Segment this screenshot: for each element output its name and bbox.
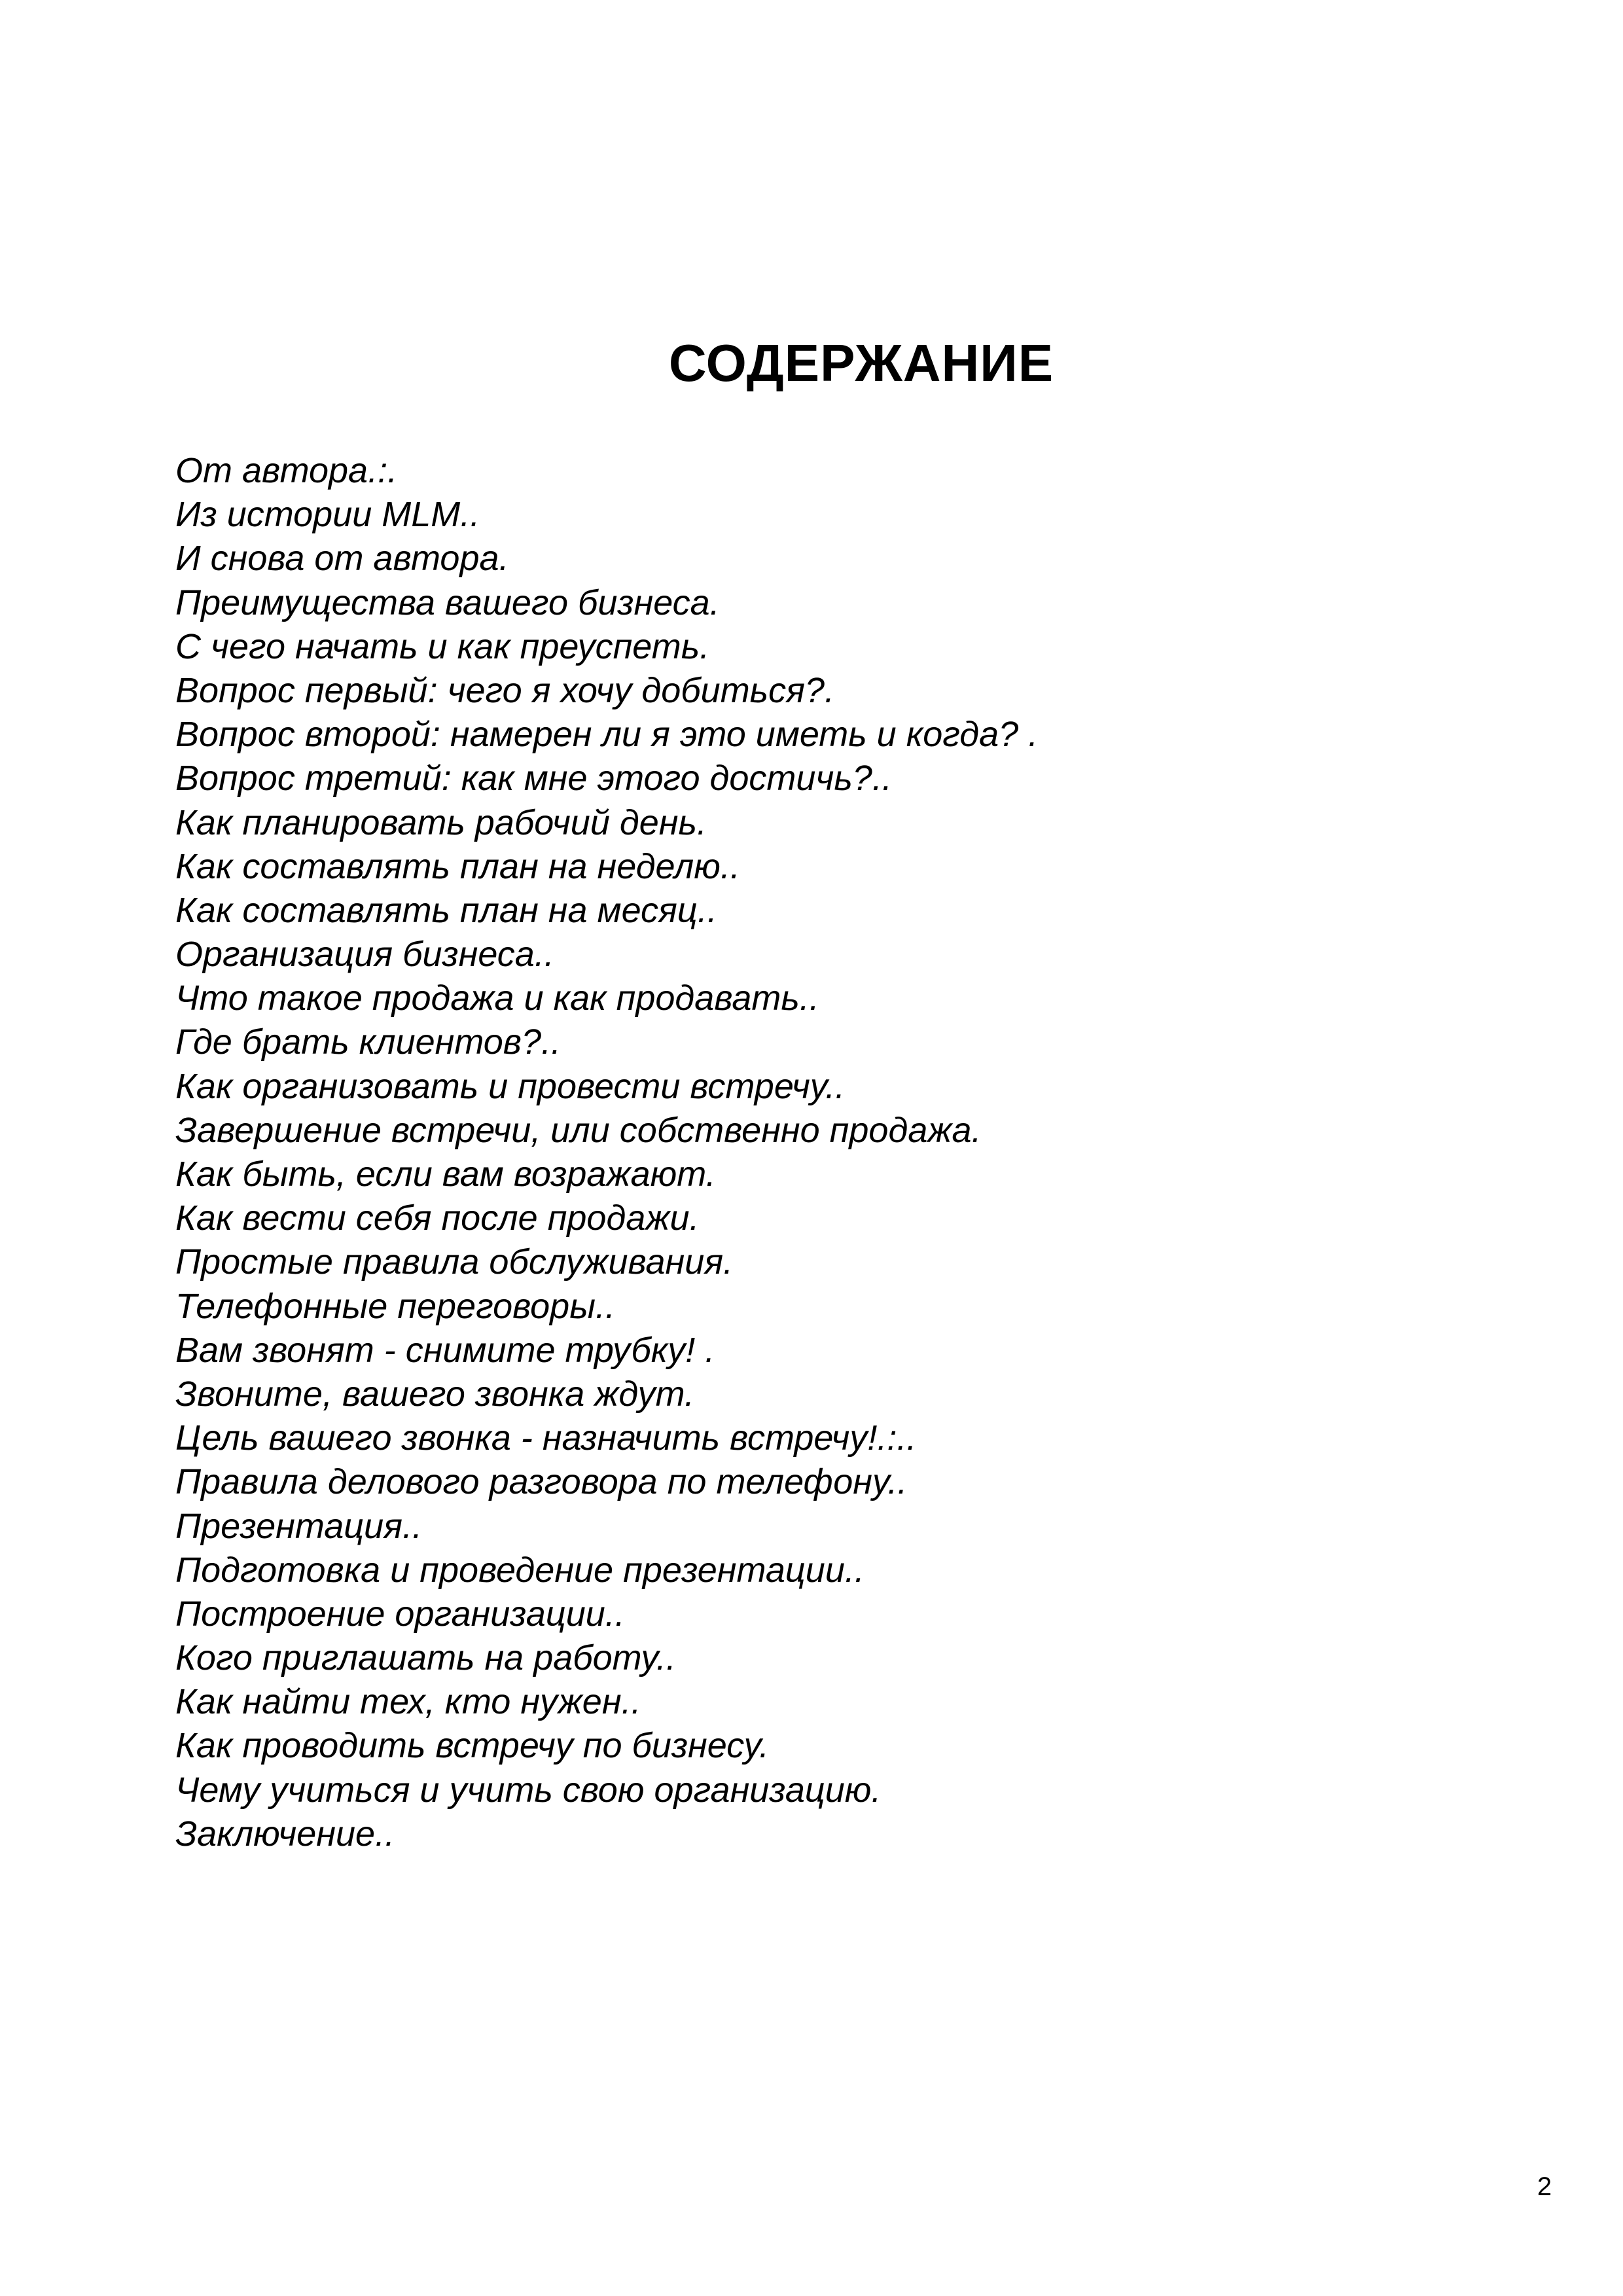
toc-item: Кого приглашать на работу.. xyxy=(175,1638,676,1678)
toc-item: Построение организации.. xyxy=(175,1594,625,1634)
toc-item: Преимущества вашего бизнеса. xyxy=(175,583,720,622)
toc-item: Чему учиться и учить свою организацию. xyxy=(175,1770,882,1810)
toc-item: Как планировать рабочий день. xyxy=(175,802,707,842)
toc-item: Где брать клиентов?.. xyxy=(175,1022,562,1062)
toc-item: Презентация.. xyxy=(175,1506,422,1546)
toc-item: Как составлять план на неделю.. xyxy=(175,846,740,886)
toc-item: Как найти тех, кто нужен.. xyxy=(175,1682,641,1722)
toc-item: От автора.:. xyxy=(175,451,398,490)
table-of-contents xyxy=(175,449,1484,1856)
toc-item: Телефонные переговоры.. xyxy=(175,1286,615,1326)
toc-item: Как быть, если вам возражают. xyxy=(175,1155,716,1194)
toc-item: Вопрос третий: как мне этого достичь?.. xyxy=(175,759,892,798)
toc-item: Цель вашего звонка - назначить встречу!.:.. xyxy=(175,1418,917,1458)
toc-item: Как проводить встречу по бизнесу. xyxy=(175,1726,769,1766)
toc-item: С чего начать и как преуспеть. xyxy=(175,626,710,666)
toc-item: Заключение.. xyxy=(175,1814,395,1854)
toc-item: Вопрос второй: намерен ли я это иметь и когда? . xyxy=(175,715,1039,755)
toc-item: Вам звонят - снимите трубку! . xyxy=(175,1330,715,1370)
toc-item: Из истории MLM.. xyxy=(175,495,480,535)
toc-item: Организация бизнеса.. xyxy=(175,935,554,975)
toc-item: И снова от автора. xyxy=(175,539,509,579)
toc-item: Правила делового разговора по телефону.. xyxy=(175,1462,908,1502)
toc-item: Вопрос первый: чего я хочу добиться?. xyxy=(175,670,834,710)
toc-item: Как составлять план на месяц.. xyxy=(175,890,717,930)
toc-item: Простые правила обслуживания. xyxy=(175,1242,734,1282)
toc-item: Как вести себя после продажи. xyxy=(175,1198,700,1238)
toc-item: Звоните, вашего звонка ждут. xyxy=(175,1374,695,1414)
toc-item: Подготовка и проведение презентации.. xyxy=(175,1550,865,1590)
page-title: СОДЕРЖАНИЕ xyxy=(668,334,1054,392)
toc-item: Завершение встречи, или собственно продажа. xyxy=(175,1110,982,1150)
toc-item: Как организовать и провести встречу.. xyxy=(175,1066,846,1106)
toc-item: Что такое продажа и как продавать.. xyxy=(175,978,819,1018)
page-number: 2 xyxy=(1537,2172,1552,2201)
